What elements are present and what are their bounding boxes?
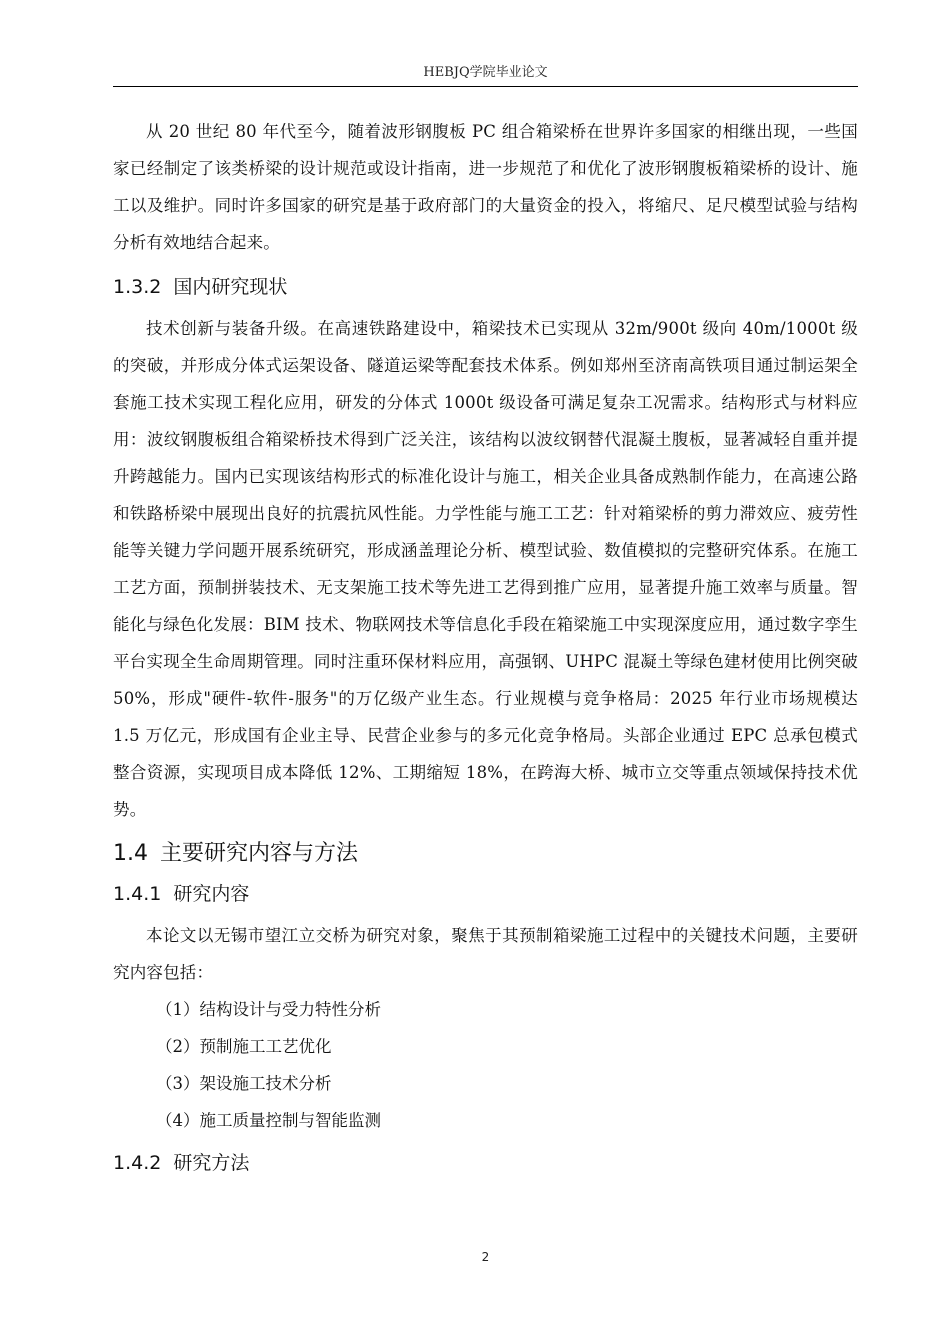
list-item: （3）架设施工技术分析 <box>156 1074 332 1093</box>
heading-1-3-2 <box>113 275 858 299</box>
heading-title: 研究内容 <box>173 883 250 905</box>
heading-number: 1.4.2 <box>113 1152 162 1174</box>
research-content-list <box>113 991 858 1139</box>
list-item: （2）预制施工工艺优化 <box>156 1037 332 1056</box>
page-number: 2 <box>481 1250 490 1264</box>
intro-paragraph: 从 20 世纪 80 年代至今，随着波形钢腹板 PC 组合箱梁桥在世界许多国家的相继出现，一些国家已经制定了该类桥梁的设计规范或设计指南，进一步规范了和优化了波形钢腹板箱梁桥的设计、施工以及维护。同时许多国家的研究是基于政府部门的大量资金的投入，将缩尺、足尺模型试验与结构分析有效地结合起来。 <box>113 122 858 252</box>
header-divider <box>113 86 858 87</box>
heading-number: 1.4 <box>113 841 148 866</box>
page-body <box>113 113 858 1175</box>
heading-1-4-1 <box>113 882 858 906</box>
list-item: （4）施工质量控制与智能监测 <box>156 1111 381 1130</box>
heading-number: 1.4.1 <box>113 883 162 905</box>
domestic-research-paragraph: 技术创新与装备升级。在高速铁路建设中，箱梁技术已实现从 32m/900t 级向 40m/1000t 级的突破，并形成分体式运架设备、隧道运梁等配套技术体系。例如郑州至济南高铁项目通过制运架全套施工技术实现工程化应用，研发的分体式 1000t 级设备可满足复杂工况需求。结构形式与材料应用：波纹钢腹板组合箱梁桥技术得到广泛关注，该结构以波纹钢替代混凝土腹板，显著减轻自重并提升跨越能力。国内已实现该结构形式的标准化设计与施工，相关企业具备成熟制作能力，在高速公路和铁路桥梁中展现出良好的抗震抗风性能。力学性能与施工工艺：针对箱梁桥的剪力滞效应、疲劳性能等关键力学问题开展系统研究，形成涵盖理论分析、模型试验、数值模拟的完整研究体系。在施工工艺方面，预制拼装技术、无支架施工技术等先进工艺得到推广应用，显著提升施工效率与质量。智能化与绿色化发展：BIM 技术、物联网技术等信息化手段在箱梁施工中实现深度应用，通过数字孪生平台实现全生命周期管理。同时注重环保材料应用，高强钢、UHPC 混凝土等绿色建材使用比例突破 50%，形成"硬件-软件-服务"的万亿级产业生态。行业规模与竞争格局：2025 年行业市场规模达 1.5 万亿元，形成国有企业主导、民营企业参与的多元化竞争格局。头部企业通过 EPC 总承包模式整合资源，实现项目成本降低 12%、工期缩短 18%，在跨海大桥、城市立交等重点领域保持技术优势。 <box>113 319 858 819</box>
heading-title: 主要研究内容与方法 <box>160 841 359 866</box>
research-content-paragraph: 本论文以无锡市望江立交桥为研究对象，聚焦于其预制箱梁施工过程中的关键技术问题，主要研究内容包括： <box>113 926 858 982</box>
heading-1-4 <box>113 840 858 868</box>
heading-1-4-2 <box>113 1151 858 1175</box>
list-item: （1）结构设计与受力特性分析 <box>156 1000 381 1019</box>
heading-title: 研究方法 <box>173 1152 250 1174</box>
heading-title: 国内研究现状 <box>173 276 288 298</box>
running-header: HEBJQ学院毕业论文 <box>423 65 548 80</box>
heading-number: 1.3.2 <box>113 276 162 298</box>
